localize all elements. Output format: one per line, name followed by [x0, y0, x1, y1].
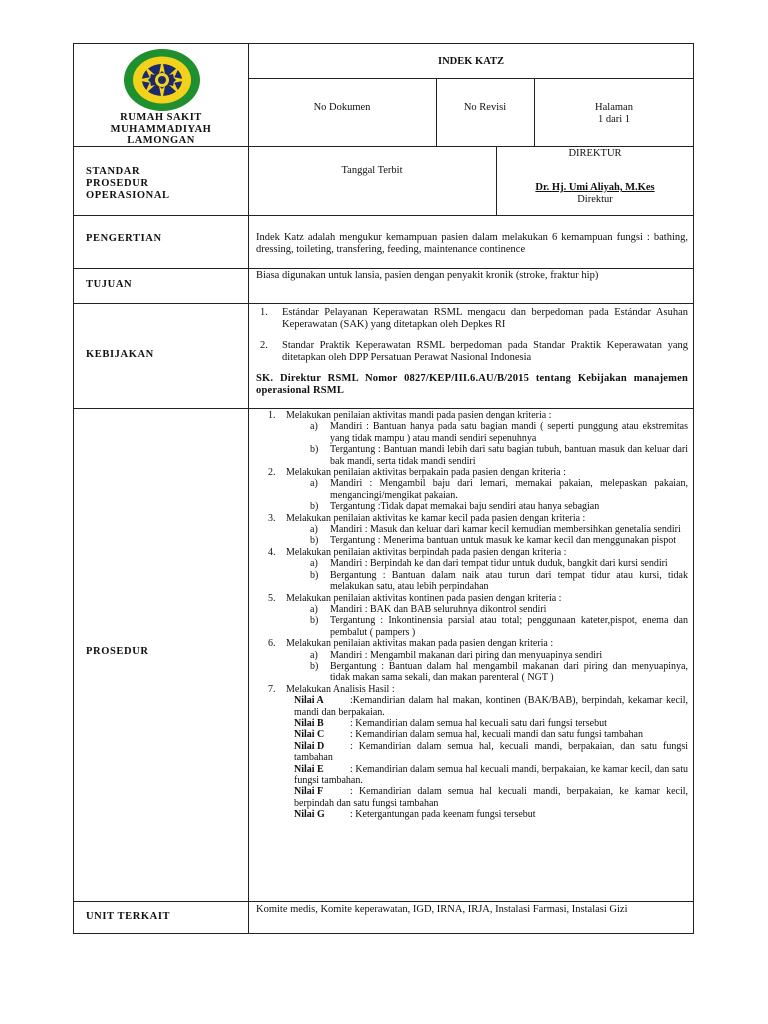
prosedur-sub-item: [256, 604, 688, 615]
prosedur-sub-item: [256, 501, 688, 512]
direktur-label: DIREKTUR: [568, 148, 622, 159]
nilai-text: : Kemandirian dalam semua hal kecuali mandi, berpakaian, ke kamar kecil, berpindah dan satu fungsi tambahan: [294, 786, 688, 809]
nilai-text: : Kemandirian dalam semua hal kecuali mandi, berpakaian, ke kamar kecil, dan satu fungsi tambahan.: [294, 763, 688, 786]
nilai-item: [256, 695, 688, 718]
prosedur-item-number: 6.: [268, 638, 276, 650]
prosedur-sub-letter: a): [310, 421, 318, 433]
prosedur-item: [256, 513, 688, 524]
prosedur-item: [256, 593, 688, 604]
nilai-item: [256, 764, 688, 787]
prosedur-sub-item: [256, 661, 688, 684]
nilai-text: : Kemandirian dalam semua hal, kecuali mandi, berpakaian, dan satu fungsi tambahan: [294, 740, 688, 764]
prosedur-sub-letter: b): [310, 501, 319, 513]
no-dokumen-label: No Dokumen: [313, 102, 371, 113]
prosedur-sub-letter: b): [310, 569, 319, 581]
prosedur-sub-letter: a): [310, 478, 318, 490]
prosedur-sub-item: [256, 615, 688, 638]
nilai-key: Nilai F: [294, 786, 324, 798]
document-title: INDEK KATZ: [437, 56, 505, 67]
prosedur-sub-text: Mandiri : Mengambil baju dari lemari, memakai pakaian, melepaskan pakaian, mengancingi/mengikat pakaian.: [330, 478, 688, 501]
prosedur-sub-text: Mandiri : Berpindah ke dan dari tempat tidur untuk duduk, bangkit dari kursi sendiri: [330, 558, 668, 570]
prosedur-sub-text: Tergantung :Tidak dapat memakai baju sendiri atau hanya sebagian: [330, 501, 600, 513]
prosedur-sub-item: [256, 535, 688, 546]
tujuan-text: Biasa digunakan untuk lansia, pasien dengan penyakit kronik (stroke, fraktur hip): [256, 270, 599, 281]
kebijakan-sk: SK. Direktur RSML Nomor 0827/KEP/III.6.AU/B/2015 tentang Kebijakan manajemen operasional RSML: [256, 373, 688, 396]
direktur-title: Direktur: [577, 194, 613, 205]
nilai-key: Nilai B: [294, 717, 324, 729]
tanggal-terbit-label: Tanggal Terbit: [341, 165, 403, 176]
prosedur-sub-text: Bergantung : Bantuan dalam hal mengambil makanan dari piring dan menyuapinya, tidak makan sama sekali, dan makan parenteral ( NGT ): [330, 660, 688, 684]
nilai-key: Nilai E: [294, 763, 324, 775]
halaman-value: 1 dari 1: [597, 114, 631, 125]
prosedur-item-text: Melakukan penilaian aktivitas berpindah pada pasien dengan kriteria :: [286, 546, 567, 558]
nilai-text: : Ketergantungan pada keenam fungsi tersebut: [350, 809, 536, 821]
prosedur-sub-letter: b): [310, 615, 319, 627]
nilai-text: :Kemandirian dalam hal makan, kontinen (BAK/BAB), berpindah, kekamar kecil, mandi dan berpakaian.: [294, 695, 688, 718]
kebijakan-list: [256, 307, 688, 397]
prosedur-item-number: 5.: [268, 592, 276, 604]
prosedur-item-text: Melakukan penilaian aktivitas mandi pada pasien dengan kriteria :: [286, 410, 552, 421]
unit-terkait-label: UNIT TERKAIT: [86, 911, 171, 922]
prosedur-item-text: Melakukan penilaian aktivitas kontinen pada pasien dengan kriteria :: [286, 592, 562, 604]
prosedur-item-number: 1.: [268, 410, 276, 421]
prosedur-sub-item: [256, 570, 688, 593]
nilai-key: Nilai A: [294, 695, 324, 707]
prosedur-sub-text: Bergantung : Bantuan dalam naik atau turun dari tempat tidur atau kursi, tidak melakukan satu, atau lebih perpindahan: [330, 569, 688, 593]
prosedur-item-number: 7.: [268, 683, 276, 695]
tujuan-label: TUJUAN: [86, 279, 133, 290]
nilai-item: [256, 729, 688, 740]
prosedur-items: [256, 410, 688, 695]
prosedur-item: [256, 467, 688, 478]
unit-terkait-text: Komite medis, Komite keperawatan, IGD, IRNA, IRJA, Instalasi Farmasi, Instalasi Gizi: [256, 904, 628, 915]
prosedur-sub-letter: a): [310, 649, 318, 661]
prosedur-sub-item: [256, 650, 688, 661]
prosedur-sub-text: Mandiri : Mengambil makanan dari piring dan menyuapinya sendiri: [330, 649, 603, 661]
nilai-list: [256, 695, 688, 820]
nilai-item: [256, 809, 688, 820]
nilai-item: [256, 718, 688, 729]
nilai-text: : Kemandirian dalam semua hal, kecuali mandi dan satu fungsi tambahan: [350, 729, 643, 741]
prosedur-list: [256, 410, 688, 821]
prosedur-item-text: Melakukan penilaian aktivitas berpakain pada pasien dengan kriteria :: [286, 467, 566, 479]
prosedur-item-number: 4.: [268, 546, 276, 558]
nilai-key: Nilai C: [294, 729, 325, 741]
prosedur-sub-text: Tergantung : Menerima bantuan untuk masuk ke kamar kecil dan menggunakan pispot: [330, 535, 676, 547]
prosedur-sub-letter: a): [310, 524, 318, 536]
nilai-text: : Kemandirian dalam semua hal kecuali satu dari fungsi tersebut: [350, 717, 607, 729]
prosedur-item-text: Melakukan penilaian aktivitas ke kamar kecil pada pasien dengan kriteria :: [286, 512, 586, 524]
nilai-item: [256, 786, 688, 809]
kebijakan-label: KEBIJAKAN: [86, 349, 154, 360]
prosedur-sub-item: [256, 478, 688, 501]
prosedur-sub-text: Tergantung : Inkontinensia parsial atau total; penggunaan kateter,pispot, enema dan pembalut ( pampers ): [330, 615, 688, 638]
prosedur-sub-item: [256, 524, 688, 535]
prosedur-sub-letter: a): [310, 603, 318, 615]
pengertian-label: PENGERTIAN: [86, 233, 162, 244]
prosedur-label: PROSEDUR: [86, 646, 149, 657]
direktur-name: Dr. Hj. Umi Aliyah, M.Kes: [535, 182, 655, 193]
prosedur-item: [256, 547, 688, 558]
hospital-logo: [122, 47, 202, 113]
prosedur-sub-letter: b): [310, 444, 319, 456]
prosedur-sub-letter: b): [310, 535, 319, 547]
spo-label: STANDAR PROSEDUR OPERASIONAL: [86, 166, 170, 201]
prosedur-sub-text: Mandiri : Bantuan hanya pada satu bagian mandi ( seperti punggung atau ekstremitas yang tidak mampu ) atau mandi sendiri sepenuhnya: [330, 421, 688, 444]
prosedur-item-text: Melakukan penilaian aktivitas makan pada pasien dengan kriteria :: [286, 638, 554, 650]
prosedur-sub-text: Tergantung : Bantuan mandi lebih dari satu bagian tubuh, bantuan masuk dan keluar dari bak mandi, serta tidak mandi sendiri: [330, 444, 688, 467]
prosedur-item: [256, 684, 688, 695]
nilai-item: [256, 741, 688, 764]
kebijakan-item: 2. Standar Praktik Keperawatan RSML berpedoman pada Standar Praktik Keperawatan yang ditetapkan oleh DPP Persatuan Perawat Nasional Indonesia: [260, 340, 688, 363]
pengertian-text: Indek Katz adalah mengukur kemampuan pasien dalam melakukan 6 kemampuan fungsi : bathing, dressing, toileting, transfering, feeding, maintenance continence: [256, 232, 688, 255]
prosedur-sub-item: [256, 421, 688, 444]
prosedur-item-number: 3.: [268, 512, 276, 524]
nilai-key: Nilai G: [294, 809, 325, 821]
prosedur-item: [256, 638, 688, 649]
hospital-name: RUMAH SAKIT MUHAMMADIYAH LAMONGAN: [110, 112, 212, 146]
sop-document: [73, 43, 694, 934]
kebijakan-item: 1. Estándar Pelayanan Keperawatan RSML mengacu dan berpedoman pada Estándar Asuhan Keperawatan (SAK) yang ditetapkan oleh Depkes RI: [260, 307, 688, 330]
prosedur-sub-letter: b): [310, 660, 319, 672]
nilai-key: Nilai D: [294, 740, 325, 752]
prosedur-sub-item: [256, 558, 688, 569]
no-revisi-label: No Revisi: [463, 102, 507, 113]
prosedur-sub-text: Mandiri : Masuk dan keluar dari kamar kecil kemudian membersihkan genetalia sendiri: [330, 524, 681, 536]
prosedur-sub-text: Mandiri : BAK dan BAB seluruhnya dikontrol sendiri: [330, 603, 547, 615]
halaman-label: Halaman 1 dari 1: [534, 102, 694, 126]
prosedur-sub-item: [256, 444, 688, 467]
prosedur-item-number: 2.: [268, 467, 276, 479]
prosedur-item: [256, 410, 688, 421]
prosedur-item-text: Melakukan Analisis Hasil :: [286, 683, 395, 695]
prosedur-sub-letter: a): [310, 558, 318, 570]
